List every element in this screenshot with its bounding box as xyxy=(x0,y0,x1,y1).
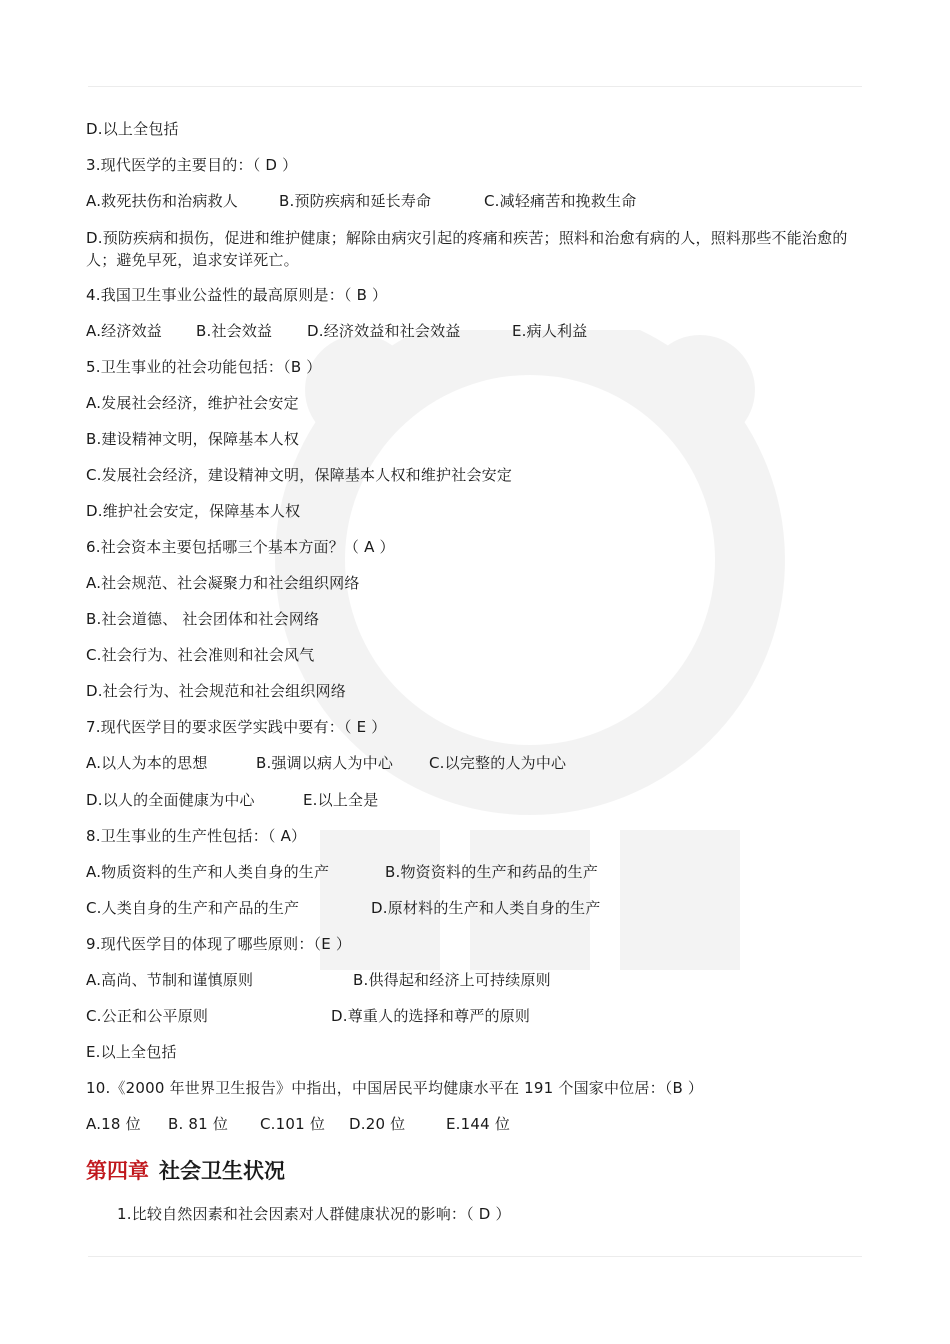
q9-option-d: D.尊重人的选择和尊严的原则 xyxy=(331,1007,531,1025)
q9-options-row-1 xyxy=(86,970,551,990)
q7-option-c: C.以完整的人为中心 xyxy=(429,754,567,772)
q10-option-d: D.20 位 xyxy=(349,1115,406,1133)
chapter-heading xyxy=(86,1158,285,1184)
q9-question: 9.现代医学目的体现了哪些原则：（E ） xyxy=(86,935,352,953)
q3-option-b: B.预防疾病和延长寿命 xyxy=(279,192,432,210)
q5-option-a: A.发展社会经济，维护社会安定 xyxy=(86,394,299,412)
q5-option-d: D.维护社会安定，保障基本人权 xyxy=(86,502,301,520)
q7-option-e: E.以上全是 xyxy=(303,791,379,809)
q8-question: 8.卫生事业的生产性包括：（ A） xyxy=(86,827,307,845)
q9-option-c: C.公正和公平原则 xyxy=(86,1007,209,1025)
q4-option-d: D.经济效益和社会效益 xyxy=(307,322,461,340)
q4-option-e: E.病人利益 xyxy=(512,322,588,340)
watermark-logo xyxy=(250,330,810,990)
q2-option-d: D.以上全包括 xyxy=(86,120,179,138)
q6-option-c: C.社会行为、社会准则和社会风气 xyxy=(86,646,315,664)
q8-option-b: B.物资资料的生产和药品的生产 xyxy=(385,863,599,881)
q10-option-a: A.18 位 xyxy=(86,1115,141,1133)
ch4-q1-question: 1.比较自然因素和社会因素对人群健康状况的影响：（ D ） xyxy=(117,1205,511,1223)
q10-option-b: B. 81 位 xyxy=(168,1115,229,1133)
q9-options-row-2 xyxy=(86,1006,531,1026)
q8-option-a: A.物质资料的生产和人类自身的生产 xyxy=(86,863,330,881)
chapter-number: 第四章 xyxy=(86,1159,149,1183)
q4-options-row xyxy=(86,321,588,341)
q7-option-b: B.强调以病人为中心 xyxy=(256,754,394,772)
q3-option-a: A.救死扶伤和治病救人 xyxy=(86,192,238,210)
q4-option-b: B.社会效益 xyxy=(196,322,273,340)
q8-option-c: C.人类自身的生产和产品的生产 xyxy=(86,899,300,917)
q4-question: 4.我国卫生事业公益性的最高原则是：（ B ） xyxy=(86,286,388,304)
q5-option-b: B.建设精神文明，保障基本人权 xyxy=(86,430,300,448)
q3-option-d: D.预防疾病和损伤，促进和维护健康；解除由病灾引起的疼痛和疾苦；照料和治愈有病的人，照料那些不能治愈的人；避免早死，追求安详死亡。 xyxy=(86,229,848,269)
q8-options-row-2 xyxy=(86,898,601,918)
page-bottom-rule xyxy=(88,1256,862,1257)
q5-option-c: C.发展社会经济，建设精神文明，保障基本人权和维护社会安定 xyxy=(86,466,513,484)
q10-options-row xyxy=(86,1114,511,1134)
q3-options-row xyxy=(86,191,637,211)
q3-question: 3.现代医学的主要目的：（ D ） xyxy=(86,156,298,174)
q7-options-row-2 xyxy=(86,790,379,810)
q9-option-e: E.以上全包括 xyxy=(86,1043,177,1061)
q7-question: 7.现代医学目的要求医学实践中要有：（ E ） xyxy=(86,718,387,736)
q7-option-a: A.以人为本的思想 xyxy=(86,754,208,772)
q10-option-e: E.144 位 xyxy=(446,1115,511,1133)
q6-question: 6.社会资本主要包括哪三个基本方面？（ A ） xyxy=(86,538,395,556)
q8-options-row-1 xyxy=(86,862,599,882)
q7-option-d: D.以人的全面健康为中心 xyxy=(86,791,255,809)
q3-option-c: C.减轻痛苦和挽救生命 xyxy=(484,192,637,210)
q10-question: 10.《2000 年世界卫生报告》中指出，中国居民平均健康水平在 191 个国家中位居：（B ） xyxy=(86,1079,704,1097)
q4-option-a: A.经济效益 xyxy=(86,322,162,340)
q6-option-b: B.社会道德、 社会团体和社会网络 xyxy=(86,610,320,628)
q7-options-row-1 xyxy=(86,753,567,773)
page-top-rule xyxy=(88,86,862,87)
chapter-title: 社会卫生状况 xyxy=(159,1159,285,1183)
q9-option-a: A.高尚、节制和谨慎原则 xyxy=(86,971,254,989)
q8-option-d: D.原材料的生产和人类自身的生产 xyxy=(371,899,601,917)
q5-question: 5.卫生事业的社会功能包括：（B ） xyxy=(86,358,322,376)
q6-option-d: D.社会行为、社会规范和社会组织网络 xyxy=(86,682,346,700)
q9-option-b: B.供得起和经济上可持续原则 xyxy=(353,971,551,989)
q6-option-a: A.社会规范、社会凝聚力和社会组织网络 xyxy=(86,574,360,592)
q10-option-c: C.101 位 xyxy=(260,1115,326,1133)
